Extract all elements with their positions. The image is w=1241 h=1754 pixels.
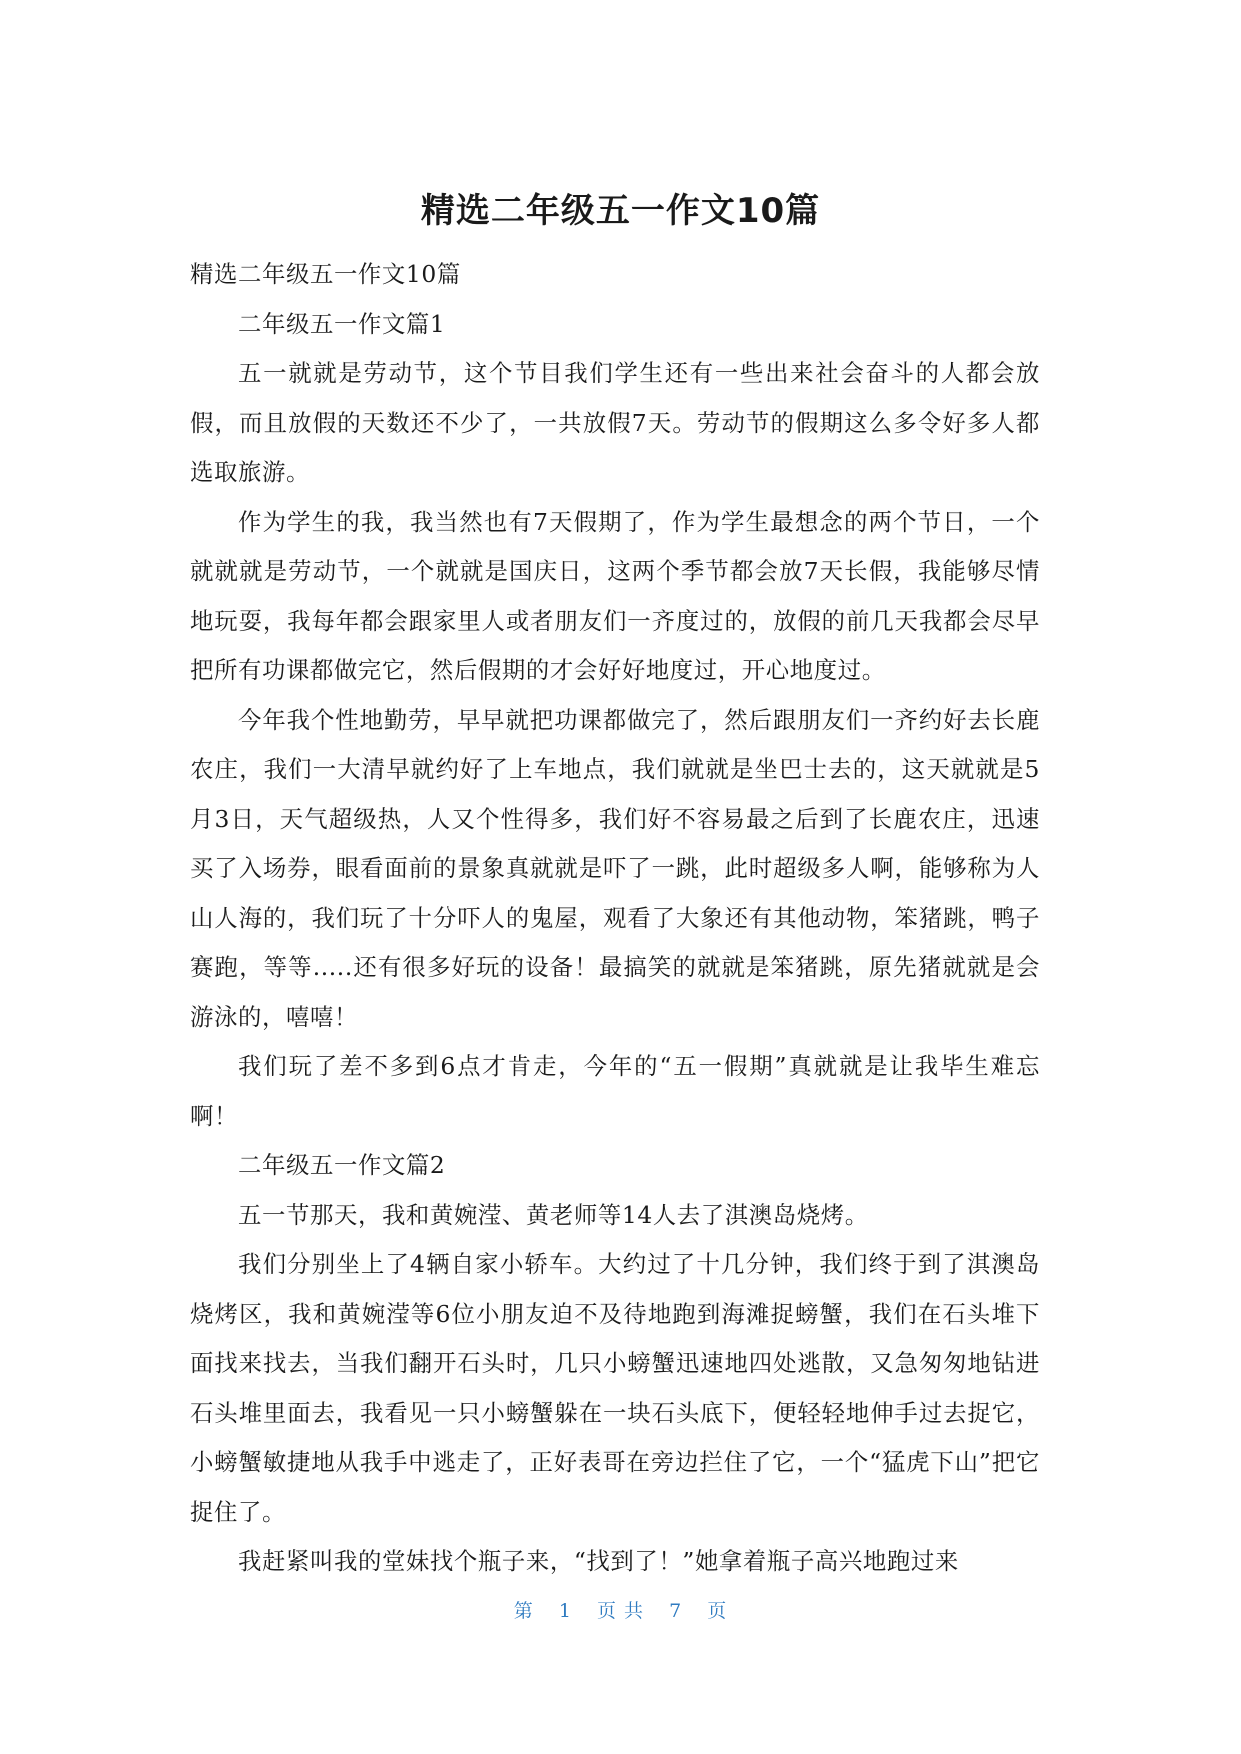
paragraph: 五一节那天，我和黄婉滢、黄老师等14人去了淇澳岛烧烤。 (238, 1200, 869, 1229)
page-footer (0, 1597, 1241, 1625)
section-heading: 二年级五一作文篇2 (238, 1151, 446, 1179)
paragraph: 我们玩了差不多到6点才肯走，今年的“五一假期”真就就是让我毕生难忘啊！ (190, 1052, 1040, 1130)
paragraph: 我赶紧叫我的堂妹找个瓶子来，“找到了！”她拿着瓶子高兴地跑过来 (238, 1547, 959, 1575)
footer-label-of: 页 共 (596, 1600, 645, 1622)
paragraph: 作为学生的我，我当然也有7天假期了，作为学生最想念的两个节日，一个就就就是劳动节，一个就就是国庆日，这两个季节都会放7天长假，我能够尽情地玩耍，我每年都会跟家里人或者朋友们一齐度过的，放假的前几天我都会尽早把所有功课都做完它，然后假期的才会好好地度过，开心地度过。 (190, 507, 1040, 684)
document-body (190, 250, 1040, 1587)
footer-label-page: 第 (513, 1600, 534, 1622)
paragraph: 五一就就是劳动节，这个节目我们学生还有一些出来社会奋斗的人都会放假，而且放假的天数还不少了，一共放假7天。劳动节的假期这么多令好多人都选取旅游。 (190, 359, 1040, 486)
paragraph: 今年我个性地勤劳，早早就把功课都做完了，然后跟朋友们一齐约好去长鹿农庄，我们一大清早就约好了上车地点，我们就就是坐巴士去的，这天就就是5月3日，天气超级热，人又个性得多，我们好不容易最之后到了长鹿农庄，迅速买了入场券，眼看面前的景象真就就是吓了一跳，此时超级多人啊，能够称为人山人海的，我们玩了十分吓人的鬼屋，观看了大象还有其他动物，笨猪跳，鸭子赛跑，等等.....还有很多好玩的设备！最搞笑的就就是笨猪跳，原先猪就就是会游泳的，嘻嘻！ (190, 705, 1040, 1031)
paragraph: 我们分别坐上了4辆自家小轿车。大约过了十几分钟，我们终于到了淇澳岛烧烤区，我和黄婉滢等6位小朋友迫不及待地跑到海滩捉螃蟹，我们在石头堆下面找来找去，当我们翻开石头时，几只小螃蟹迅速地四处逃散，又急匆匆地钻进石头堆里面去，我看见一只小螃蟹躲在一块石头底下，便轻轻地伸手过去捉它，小螃蟹敏捷地从我手中逃走了，正好表哥在旁边拦住了它，一个“猛虎下山”把它捉住了。 (190, 1250, 1040, 1526)
footer-total-pages: 7 (669, 1600, 683, 1622)
footer-label-end: 页 (707, 1600, 728, 1622)
footer-current-page: 1 (558, 1600, 572, 1622)
section-heading: 二年级五一作文篇1 (238, 309, 446, 338)
document-title: 精选二年级五一作文10篇 (420, 191, 821, 231)
paragraph: 精选二年级五一作文10篇 (190, 260, 461, 288)
